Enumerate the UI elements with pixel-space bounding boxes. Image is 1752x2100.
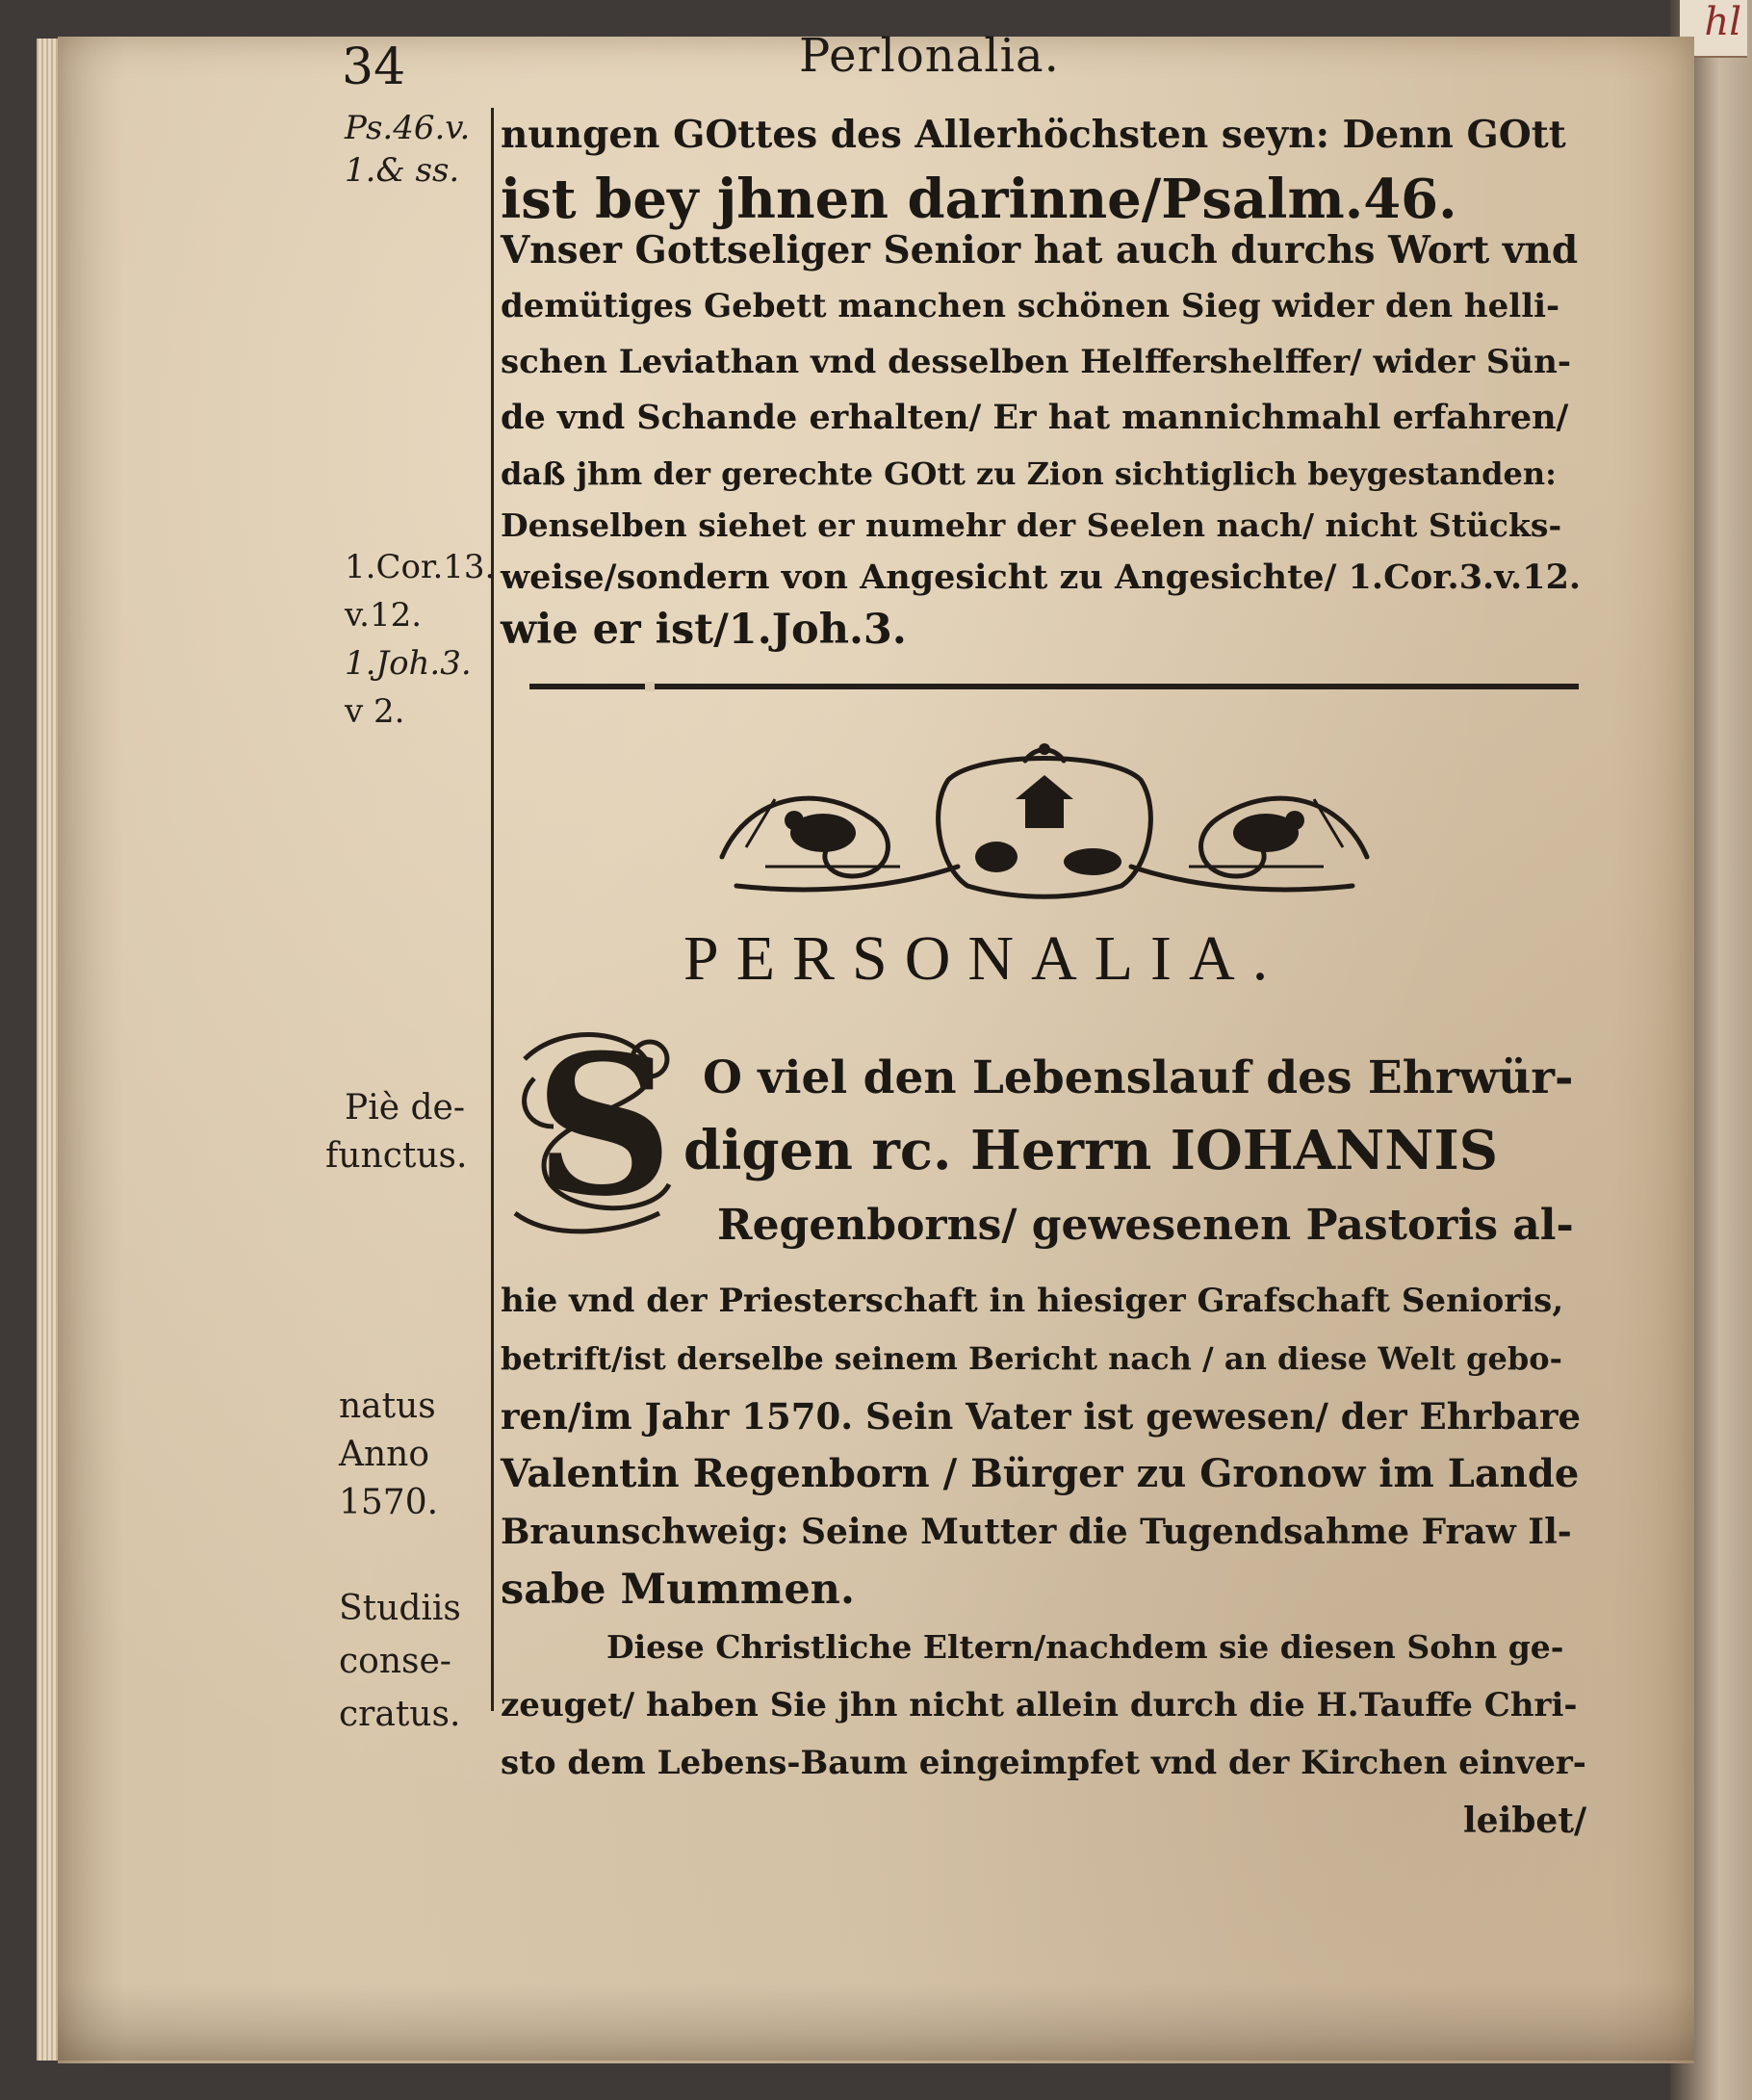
margin-note-cor13-line4: v 2.	[345, 692, 405, 731]
intro-line: O viel den Lebenslauf des Ehrwür-	[703, 1051, 1574, 1104]
page-stack-edge	[37, 39, 60, 2061]
decorated-initial	[505, 1013, 683, 1239]
body-line: daß jhm der gerechte GOtt zu Zion sichtiglich beygestanden:	[501, 455, 1557, 492]
margin-note-cor13-line3: 1.Joh.3.	[345, 644, 472, 683]
margin-note-ps46-line1: Ps.46.v.	[345, 109, 471, 147]
margin-note-cor13-line2: v.12.	[345, 596, 423, 635]
margin-note-natus-line3: 1570.	[339, 1483, 439, 1522]
body-line: sabe Mummen.	[501, 1566, 855, 1614]
body-line: zeuget/ haben Sie jhn nicht allein durch die H.Tauffe Chri-	[501, 1686, 1578, 1724]
body-line: de vnd Schande erhalten/ Er hat mannichmahl erfahren/	[501, 398, 1569, 437]
body-line: Vnser Gottseliger Senior hat auch durchs Wort vnd	[501, 228, 1579, 272]
margin-note-studiis-line1: Studiis	[339, 1589, 461, 1628]
margin-note-pie-line2: functus.	[325, 1136, 468, 1176]
woodcut-ornament	[708, 741, 1381, 900]
body-line: betrift/ist derselbe seinem Bericht nach / an diese Welt gebo-	[501, 1340, 1562, 1377]
body-line: ren/im Jahr 1570. Sein Vater ist gewesen/ der Ehrbare	[501, 1395, 1582, 1438]
intro-line: Regenborns/ gewesenen Pastoris al-	[717, 1201, 1574, 1250]
intro-line: digen rc. Herrn IOHANNIS	[683, 1119, 1499, 1182]
body-line: Denselben siehet er numehr der Seelen nach/ nicht Stücks-	[501, 506, 1562, 544]
margin-note-studiis-line3: cratus.	[339, 1695, 461, 1734]
body-line: ist bey jhnen darinne/Psalm.46.	[501, 168, 1457, 231]
section-heading: PERSONALIA.	[683, 923, 1286, 994]
catchword: leibet/	[1463, 1801, 1587, 1841]
body-line: hie vnd der Priesterschaft in hiesiger Grafschaft Senioris,	[501, 1282, 1564, 1320]
margin-note-natus-line2: Anno	[339, 1435, 430, 1474]
body-line: nungen GOttes des Allerhöchsten seyn: Denn GOtt	[501, 113, 1566, 157]
margin-note-pie-line1: Piè de-	[345, 1088, 465, 1128]
initial-letter: S	[534, 1013, 674, 1239]
section-divider	[529, 684, 1579, 689]
margin-note-ps46-line2: 1.& ss.	[345, 151, 460, 190]
margin-note-cor13-line1: 1.Cor.13.	[345, 548, 496, 586]
body-line: Braunschweig: Seine Mutter die Tugendsahme Fraw Il-	[501, 1512, 1572, 1552]
body-line: demütiges Gebett manchen schönen Sieg wider den helli-	[501, 287, 1560, 325]
body-line: schen Leviathan vnd desselben Helffershelffer/ wider Sün-	[501, 343, 1571, 381]
running-title: Perlonalia.	[799, 29, 1060, 83]
body-line: wie er ist/1.Joh.3.	[501, 606, 907, 654]
page-shadow	[58, 1983, 1694, 2061]
body-line: Diese Christliche Eltern/nachdem sie diesen Sohn ge-	[606, 1628, 1564, 1666]
page-number: 34	[342, 39, 406, 96]
body-line: weise/sondern von Angesicht zu Angesichte/ 1.Cor.3.v.12.	[501, 557, 1582, 597]
library-stamp: hl	[1680, 0, 1747, 58]
body-line: sto dem Lebens-Baum eingeimpfet vnd der Kirchen einver-	[501, 1744, 1586, 1782]
body-line: Valentin Regenborn / Bürger zu Gronow im Lande	[501, 1451, 1580, 1496]
margin-note-studiis-line2: conse-	[339, 1642, 451, 1681]
margin-note-natus-line1: natus	[339, 1387, 436, 1426]
margin-rule	[491, 108, 494, 1711]
